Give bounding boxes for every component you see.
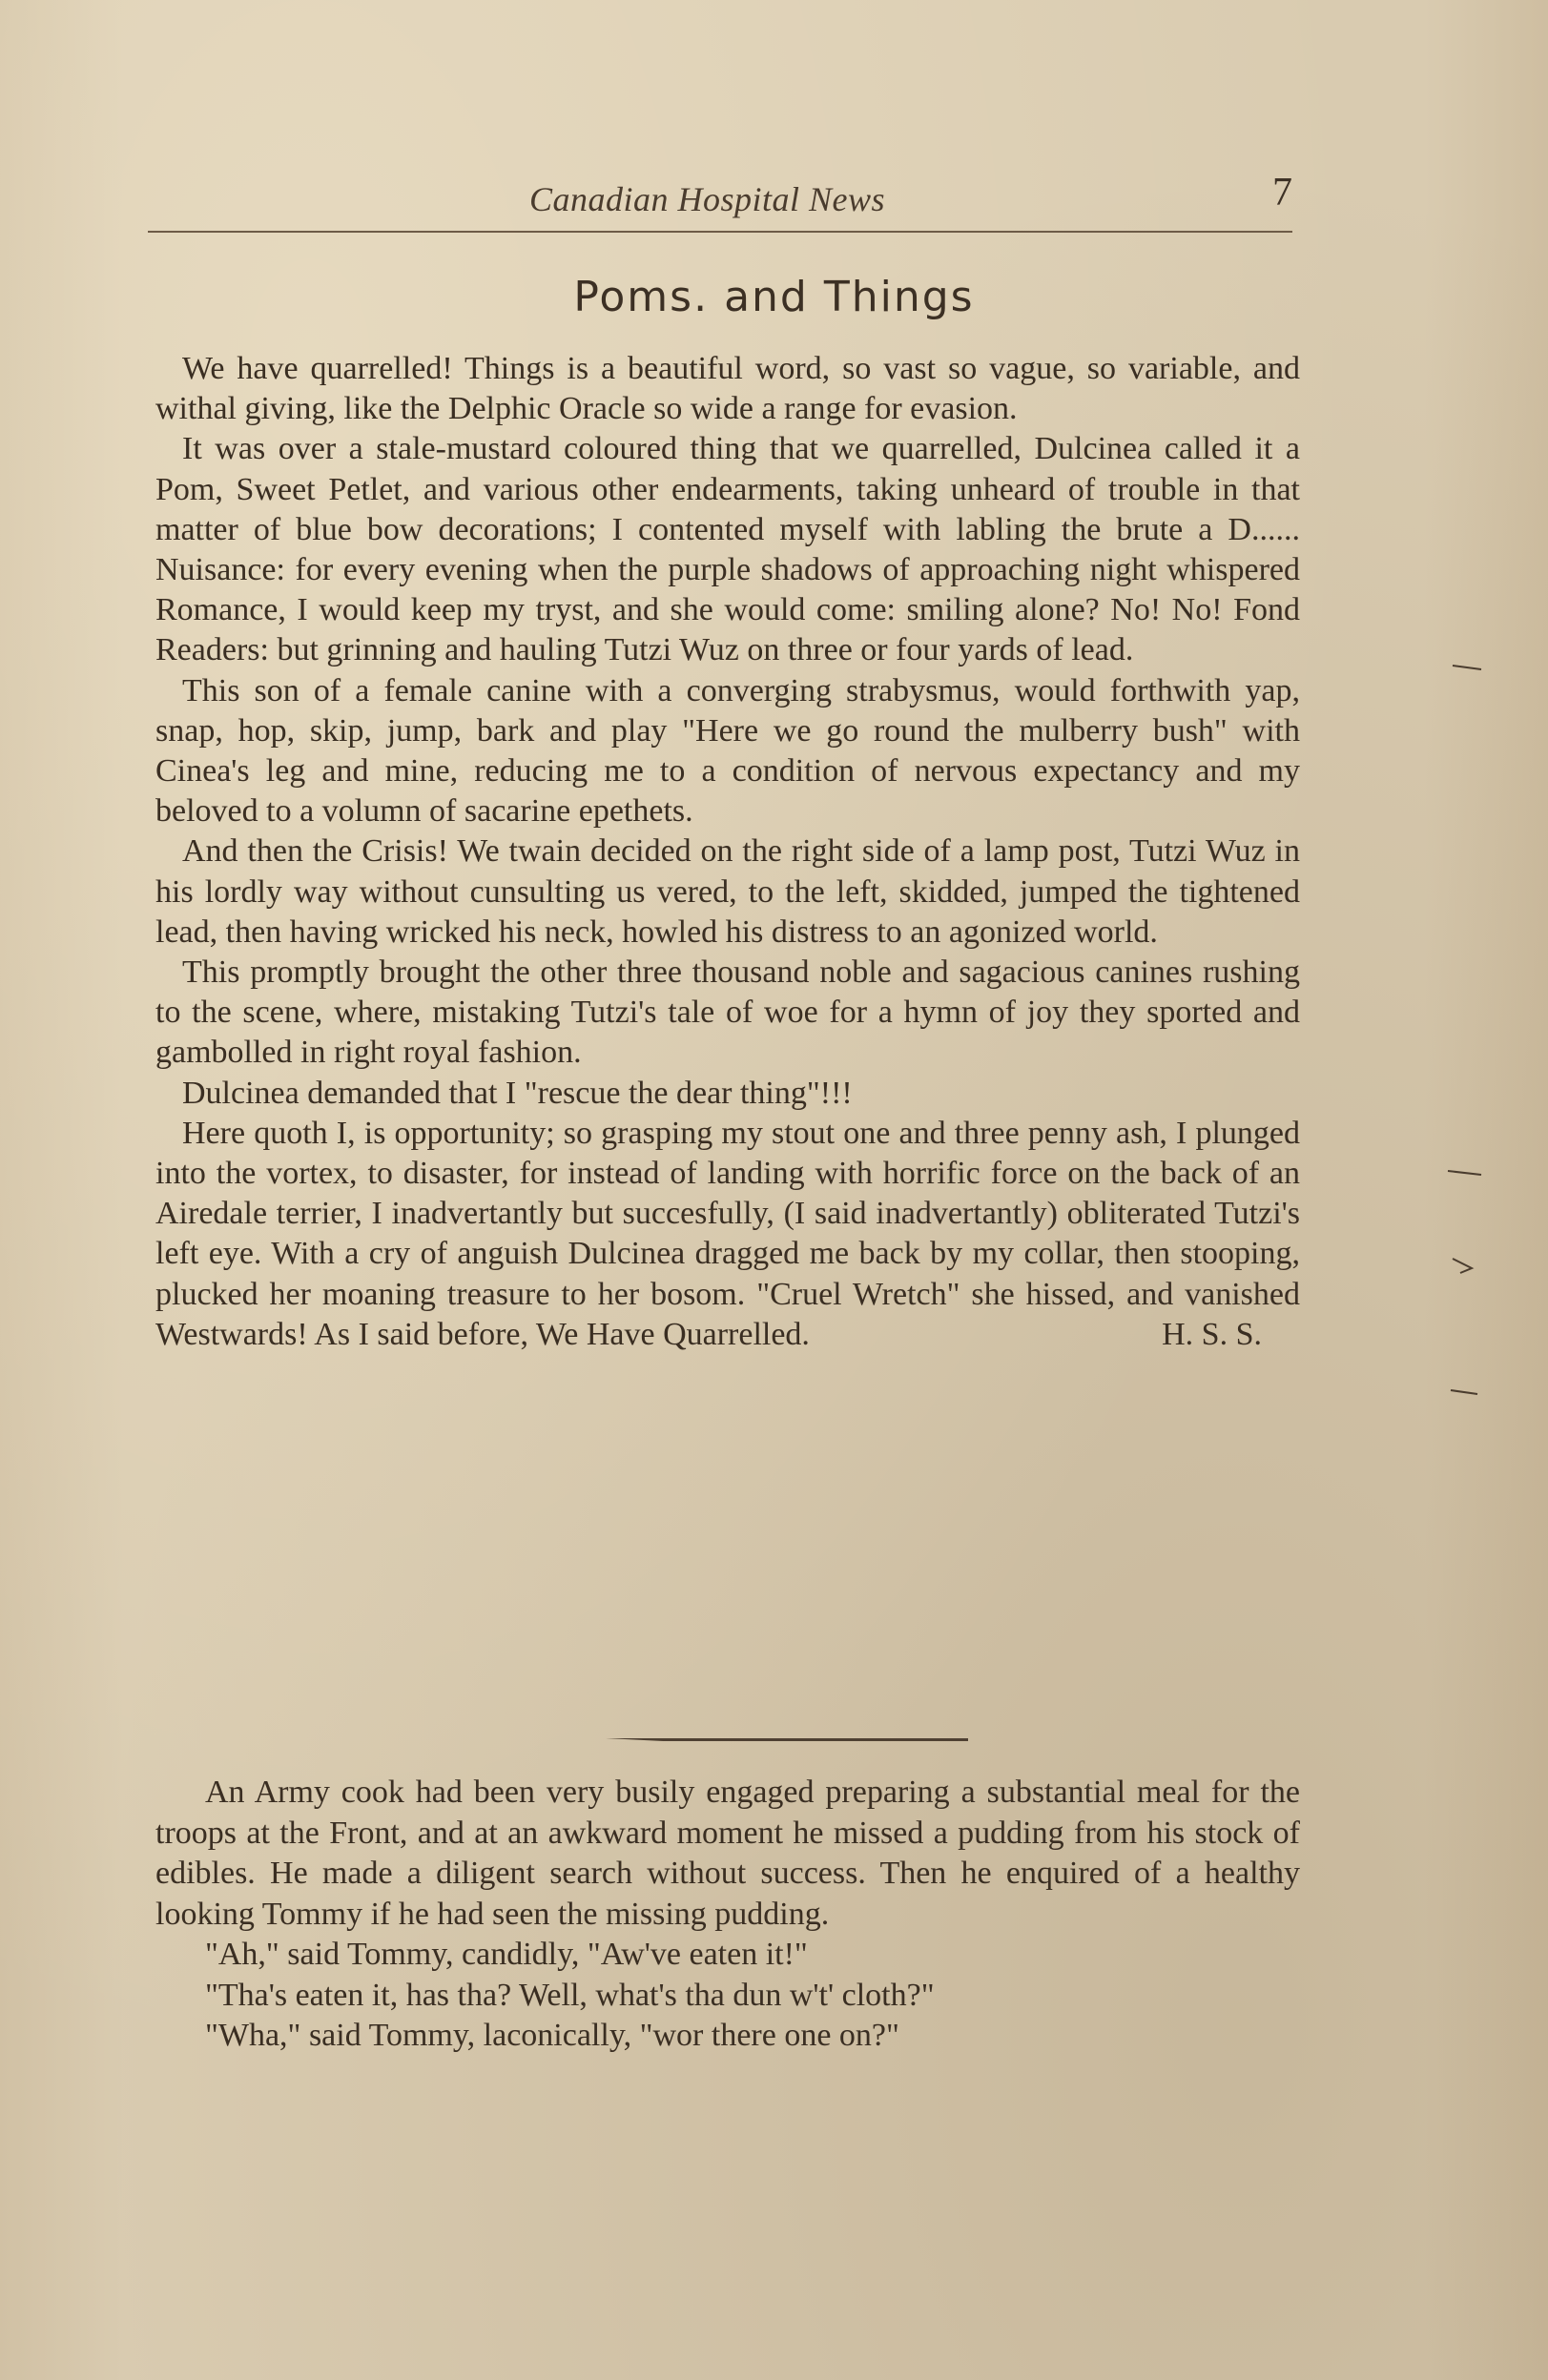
article-paragraph: This promptly brought the other three thousand noble and sagacious canines rushing to the scene, where, mistaking Tutzi's tale of woe for a hymn of joy they sported and gambolled in right royal fashion. [155, 954, 1300, 1071]
article-paragraph: We have quarrelled! Things is a beautiful word, so vast so vague, so variable, and withal giving, like the Delphic Oracle so wide a range for evasion. [155, 351, 1300, 427]
journal-title: Canadian Hospital News [529, 180, 886, 218]
article-final-paragraph [155, 1114, 1300, 1355]
article-body [155, 349, 1300, 1355]
article-paragraph: And then the Crisis! We twain decided on the right side of a lamp post, Tutzi Wuz in his lordly way without cunsulting us vered, to the left, skidded, jumped the tightened lead, then having wricked his neck, howled his distress to an agonized world. [155, 833, 1300, 950]
article-paragraph: Dulcinea demanded that I "rescue the dear thing"!!! [182, 1075, 853, 1111]
section-divider [606, 1738, 968, 1741]
author-signature: H. S. S. [1162, 1316, 1262, 1352]
header-rule [148, 231, 1292, 233]
article-title: Poms. and Things [573, 273, 975, 321]
dialogue-line: "Tha's eaten it, has tha? Well, what's tha dun w't' cloth?" [205, 1977, 935, 2013]
final-paragraph-text: Here quoth I, is opportunity; so grasping my stout one and three penny ash, I plunged into the vortex, to disaster, for instead of landing with horrific force on the back of an Airedale terrier, I inadvertantly but succesfully, (I said inadvertantly) obliterated Tutzi's left eye. With a cry of anguish Dulcinea dragged me back by my collar, then stooping, plucked her moaning treasure to her bosom. "Cruel Wretch" she hissed, and vanished Westwards! As I said before, We Have Quarrelled. [155, 1115, 1300, 1352]
dialogue-line: "Wha," said Tommy, laconically, "wor there one on?" [205, 2018, 899, 2053]
anecdote-paragraph: An Army cook had been very busily engaged preparing a substantial meal for the troops at the Front, and at an awkward moment he missed a pudding from his stock of edibles. He made a diligent search without success. Then he enquired of a healthy looking Tommy if he had seen the missing pudding. [155, 1775, 1300, 1932]
article-paragraph: This son of a female canine with a converging strabysmus, would forthwith yap, snap, hop, skip, jump, bark and play "Here we go round the mulberry bush" with Cinea's leg and mine, reducing me to a condition of nervous expectancy and my beloved to a volumn of sacarine epethets. [155, 672, 1300, 830]
margin-ink-marks [1443, 610, 1529, 1468]
page-number: 7 [1272, 171, 1292, 215]
article-paragraph: It was over a stale-mustard coloured thing that we quarrelled, Dulcinea called it a Pom, Sweet Petlet, and various other endearments, taking unheard of trouble in that matter of blue bow decorations; I contented myself with labling the brute a D...... Nuisance: for every evening when the purple shadows of approaching night whispered Romance, I would keep my tryst, and she would come: smiling alone? No! No! Fond Readers: but grinning and hauling Tutzi Wuz on three or four yards of lead. [155, 431, 1300, 668]
running-header [148, 170, 1292, 227]
anecdote-section [155, 1773, 1300, 2057]
dialogue-line: "Ah," said Tommy, candidly, "Aw've eaten it!" [205, 1937, 808, 1972]
